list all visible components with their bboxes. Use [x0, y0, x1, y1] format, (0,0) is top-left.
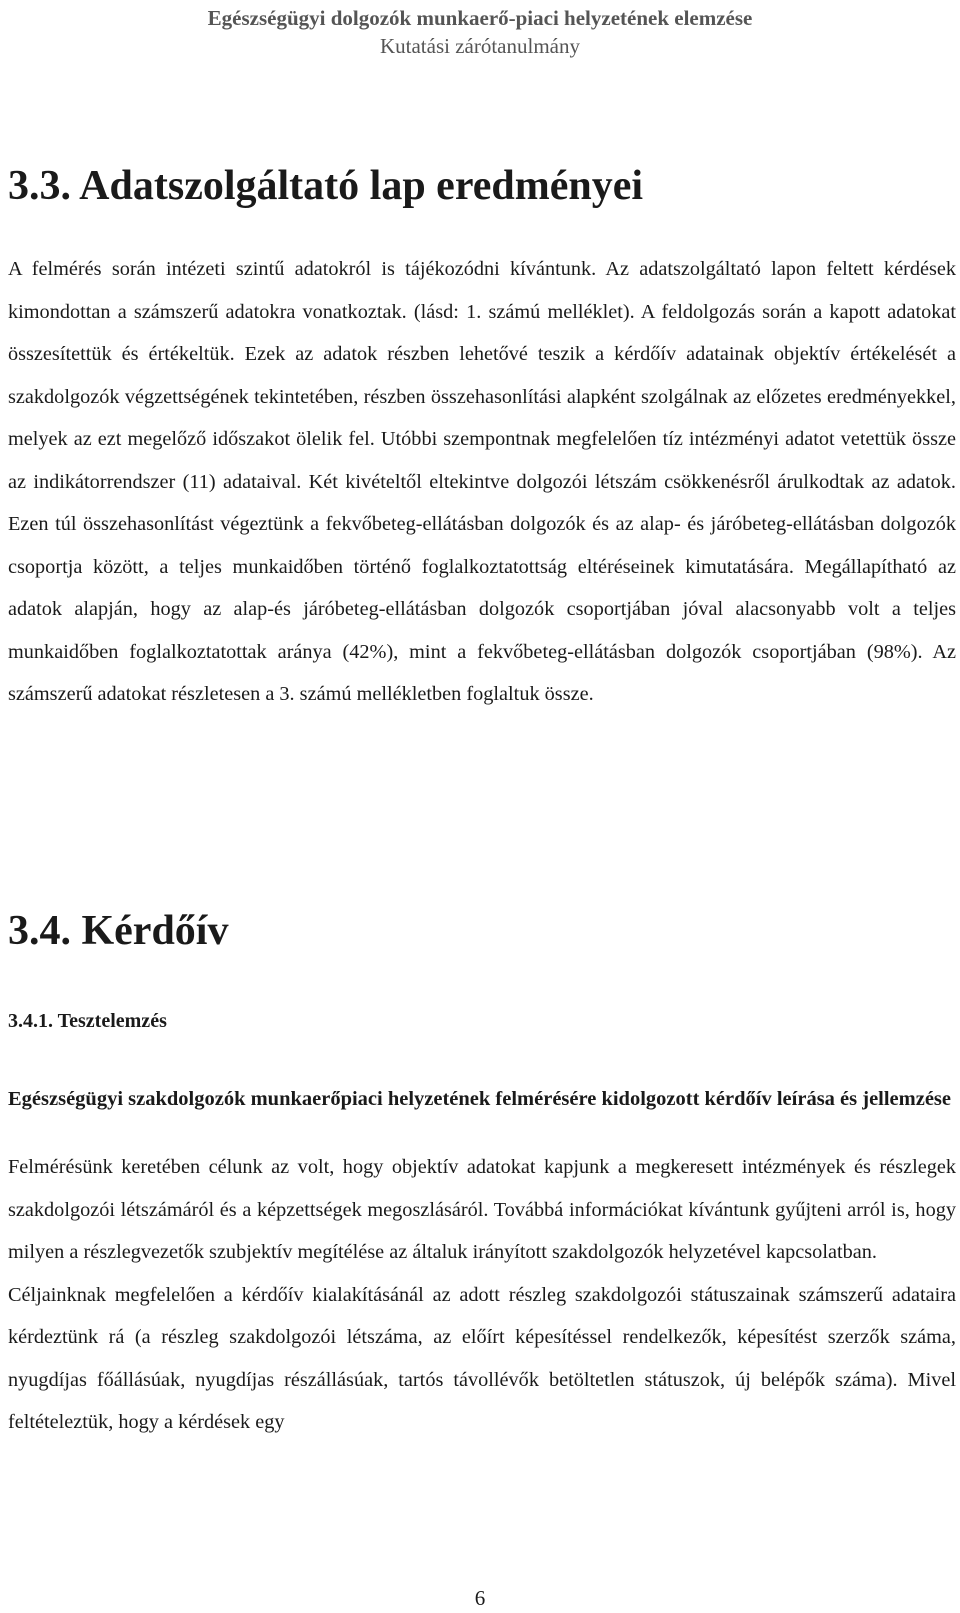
lead-heading-block: [8, 1084, 956, 1114]
section-3-3-body: [8, 248, 956, 716]
section-3-3: [8, 160, 956, 212]
page-number: 6: [474, 1586, 486, 1610]
body-paragraph: A felmérés során intézeti szintű adatokról is tájékozódni kívántunk. Az adatszolgáltató lapon feltett kérdések kimondottan a számszerű adatokra vonatkoztak. (lásd: 1. számú melléklet). A feldolgozás során a kapott adatokat összesítettük és értékeltük. Ezek az adatok részben lehetővé teszik a kérdőív adatainak objektív értékelését a szakdolgozók végzettségének tekintetében, részben összehasonlítási alapként szolgálnak az előzetes eredményekkel, melyek az ezt megelőző időszakot ölelik fel. Utóbbi szempontnak megfelelően tíz intézményi adatot vetettük össze az indikátorrendszer (11) adataival. Két kivételtől eltekintve dolgozói létszám csökkenésről árulkodtak az adatok. Ezen túl összehasonlítást végeztünk a fekvőbeteg-ellátásban dolgozók és az alap- és járóbeteg-ellátásban dolgozók csoportja között, a teljes munkaidőben történő foglalkoztatottság eltéréseinek kimutatására. Megállapítható az adatok alapján, hogy az alap-és járóbeteg-ellátásban dolgozók csoportjában jóval alacsonyabb volt a teljes munkaidőben foglalkoztatottak aránya (42%), mint a fekvőbeteg-ellátásban dolgozók csoportjában (98%). Az számszerű adatokat részletesen a 3. számú mellékletben foglaltuk össze.: [8, 258, 956, 705]
running-header: [0, 4, 960, 60]
section-3-4: [8, 905, 956, 957]
section-3-4-body: [8, 1146, 956, 1444]
body-paragraph: Felmérésünk keretében célunk az volt, hogy objektív adatokat kapjunk a megkeresett intézmények és részlegek szakdolgozói létszámáról és a képzettségek megoszlásáról. Továbbá információkat kívántunk gyűjteni arról is, hogy milyen a részlegvezetők szubjektív megítélése az általuk irányított szakdolgozók helyzetével kapcsolatban.: [8, 1156, 956, 1263]
header-subtitle: Kutatási zárótanulmány: [379, 34, 580, 58]
section-heading: 3.4. Kérdőív: [8, 908, 229, 954]
subsection-heading: 3.4.1. Tesztelemzés: [8, 1010, 167, 1032]
subsection-3-4-1: [8, 1008, 956, 1034]
header-title: Egészségügyi dolgozók munkaerő-piaci helyzetének elemzése: [207, 6, 753, 30]
section-heading: 3.3. Adatszolgáltató lap eredményei: [8, 163, 644, 209]
lead-heading: Egészségügyi szakdolgozók munkaerőpiaci helyzetének felmérésére kidolgozott kérdőív leírása és jellemzése: [8, 1088, 952, 1110]
body-paragraph: Céljainknak megfelelően a kérdőív kialakításánál az adott részleg szakdolgozói státuszainak számszerű adataira kérdeztünk rá (a részleg szakdolgozói létszáma, az előírt képesítéssel rendelkezők, képesítést szerzők száma, nyugdíjas főállásúak, nyugdíjas részállásúak, tartós távollévők betöltetlen státuszok, új belépők száma). Mivel feltételeztük, hogy a kérdések egy: [8, 1283, 956, 1433]
